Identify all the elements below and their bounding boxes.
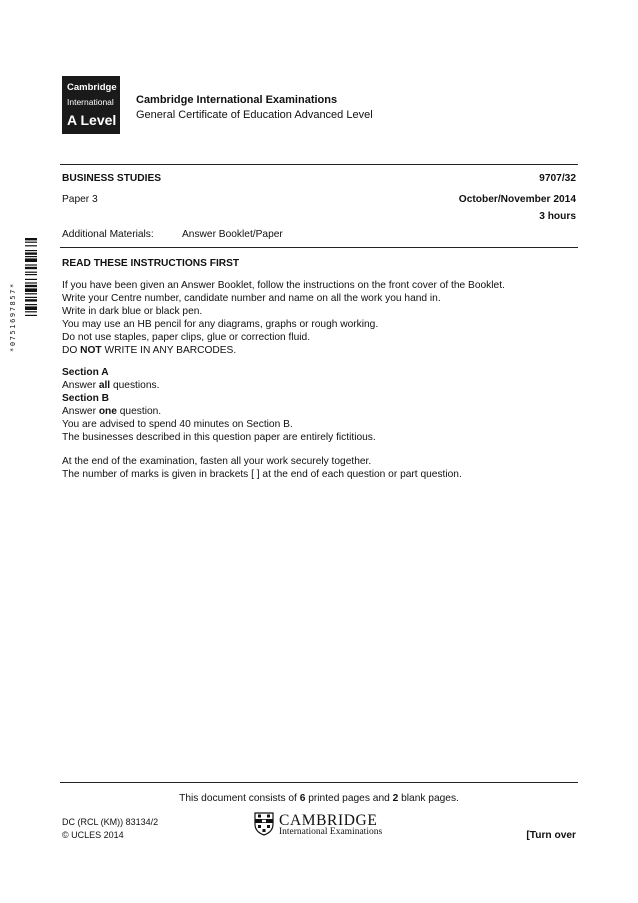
barcode-instruction: [62, 344, 236, 357]
instructions-divider: [60, 247, 578, 248]
barcode-bar: [25, 272, 37, 273]
barcode-instruction-pre: DO: [62, 345, 81, 356]
document-reference: DC (RCL (KM)) 83134/2: [62, 817, 159, 827]
barcode-bar: [25, 304, 37, 305]
barcode-bar: [25, 306, 37, 310]
materials-label: Additional Materials:: [62, 229, 154, 240]
qualification-title: General Certificate of Education Advanced Level: [136, 109, 373, 121]
page-count-pre: This document consists of: [179, 793, 300, 804]
footer-divider: [60, 782, 578, 783]
section-a-emphasis: all: [98, 380, 111, 391]
candidate-barcode: [25, 238, 37, 350]
page-count-note: [0, 792, 638, 805]
organization-title: Cambridge International Examinations: [136, 94, 338, 106]
paper-number: Paper 3: [62, 194, 98, 205]
cambridge-wordmark-sub: International Examinations: [279, 827, 383, 837]
barcode-bar: [25, 250, 37, 251]
section-a-heading: Section A: [62, 367, 109, 378]
barcode-bar: [25, 315, 37, 316]
section-a-instruction: [62, 379, 159, 392]
section-a-post: questions.: [110, 380, 160, 391]
barcode-bar: [25, 242, 37, 243]
crest-icon: [254, 812, 274, 836]
cambridge-examinations-logo: [254, 812, 386, 838]
barcode-bar: [25, 258, 37, 262]
section-b-heading: Section B: [62, 393, 109, 404]
barcode-number: *0751697857*: [9, 282, 17, 352]
subject-name: BUSINESS STUDIES: [62, 173, 162, 184]
exam-duration: 3 hours: [539, 211, 576, 222]
copyright: © UCLES 2014: [62, 830, 124, 840]
instruction-line: If you have been given an Answer Booklet, follow the instructions on the front cover of the Booklet.: [62, 280, 505, 291]
logo-line-1: Cambridge: [67, 82, 117, 93]
materials-value: Answer Booklet/Paper: [182, 229, 283, 240]
exam-session: October/November 2014: [458, 194, 576, 205]
barcode-bar: [25, 282, 37, 283]
instruction-line: Write in dark blue or black pen.: [62, 306, 203, 317]
cambridge-wordmark: CAMBRIDGE: [279, 812, 378, 829]
cambridge-a-level-logo: [62, 76, 120, 134]
turn-over: [Turn over: [526, 830, 576, 841]
section-b-emphasis: one: [98, 406, 117, 417]
barcode-instruction-emphasis: NOT: [80, 345, 102, 356]
instruction-line: Do not use staples, paper clips, glue or correction fluid.: [62, 332, 311, 343]
fictitious-note: The businesses described in this question paper are entirely fictitious.: [62, 432, 376, 443]
barcode-bar: [25, 256, 37, 257]
end-instruction: At the end of the examination, fasten all your work securely together.: [62, 456, 372, 467]
barcode-bar: [25, 299, 37, 301]
page-count-mid: printed pages and: [305, 793, 393, 804]
logo-line-2: International: [67, 97, 114, 107]
instruction-line: Write your Centre number, candidate number and name on all the work you hand in.: [62, 293, 441, 304]
section-b-instruction: [62, 405, 161, 418]
barcode-bar: [25, 274, 37, 275]
barcode-bar: [25, 285, 37, 287]
section-b-pre: Answer: [62, 406, 99, 417]
section-a-pre: Answer: [62, 380, 99, 391]
barcode-instruction-post: WRITE IN ANY BARCODES.: [101, 345, 237, 356]
barcode-bar: [25, 264, 37, 265]
section-b-post: question.: [116, 406, 162, 417]
barcode-bar: [25, 293, 37, 294]
marks-note: The number of marks is given in brackets [ ] at the end of each question or part question.: [62, 469, 462, 480]
barcode-bar: [25, 252, 37, 254]
top-divider: [60, 164, 578, 165]
syllabus-code: 9707/32: [539, 173, 576, 184]
page-count-post: blank pages.: [398, 793, 459, 804]
logo-line-3: A Level: [67, 112, 117, 128]
barcode-bar: [25, 238, 37, 240]
barcode-bar: [25, 311, 37, 312]
printed-pages-count: 6: [299, 793, 306, 804]
instruction-line: You may use an HB pencil for any diagrams, graphs or rough working.: [62, 319, 379, 330]
barcode-bar: [25, 297, 37, 298]
barcode-bar: [25, 288, 37, 292]
barcode-bar: [25, 279, 37, 280]
barcode-bar: [25, 267, 37, 269]
barcode-bar: [25, 245, 37, 246]
instructions-heading: READ THESE INSTRUCTIONS FIRST: [62, 258, 240, 269]
blank-pages-count: 2: [392, 793, 399, 804]
time-advice: You are advised to spend 40 minutes on Section B.: [62, 419, 293, 430]
